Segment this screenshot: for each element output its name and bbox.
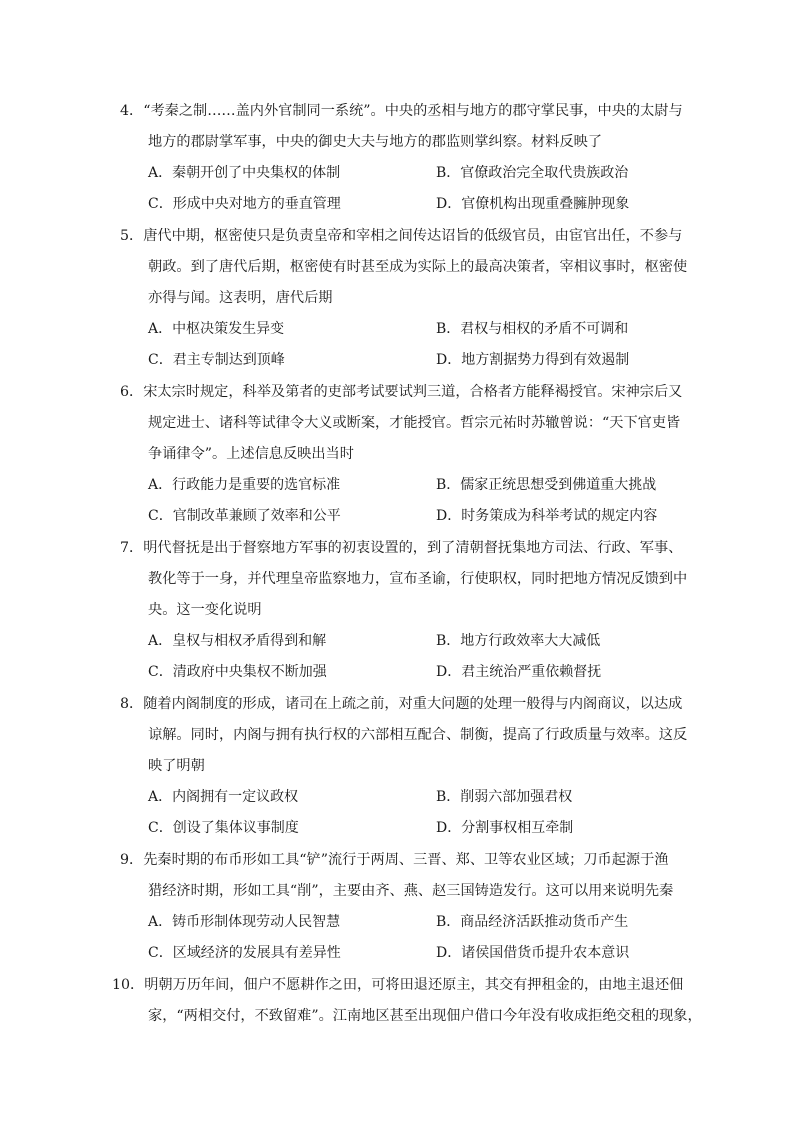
q6-stem-line-1: 6．宋太宗时规定，科举及第者的吏部考试要试判三道，合格者方能释褐授官。宋神宗后又 bbox=[120, 384, 683, 400]
q5-stem-line-2: 朝政。到了唐代后期，枢密使有时甚至成为实际上的最高决策者，宰相议事时，枢密使 bbox=[148, 259, 688, 275]
q8-stem-line-3: 映了明朝 bbox=[148, 758, 205, 774]
q5-option-b: B．君权与相权的矛盾不可调和 bbox=[436, 321, 629, 337]
q5-option-a: A．中枢决策发生异变 bbox=[148, 321, 285, 337]
q7-option-d: D．君主统治严重依赖督抚 bbox=[436, 664, 602, 680]
q4-stem-line-1: 4．“考秦之制……盖内外官制同一系统”。中央的丞相与地方的郡守掌民事，中央的太尉与 bbox=[120, 103, 683, 119]
q8-option-a: A．内阁拥有一定议政权 bbox=[148, 789, 299, 805]
q8-option-b: B．削弱六部加强君权 bbox=[436, 789, 573, 805]
q8-option-c: C．创设了集体议事制度 bbox=[148, 820, 299, 836]
q4-option-a: A．秦朝开创了中央集权的体制 bbox=[148, 165, 341, 181]
q9-option-a: A．铸币形制体现劳动人民智慧 bbox=[148, 914, 341, 930]
q5-option-c: C．君主专制达到顶峰 bbox=[148, 352, 285, 368]
q7-option-a: A．皇权与相权矛盾得到和解 bbox=[148, 633, 327, 649]
q7-option-b: B．地方行政效率大大减低 bbox=[436, 633, 601, 649]
q10-stem-line-1: 10．明朝万历年间，佃户不愿耕作之田，可将田退还原主，其交有押租金的，由地主退还佃 bbox=[112, 977, 684, 993]
q5-stem-line-3: 亦得与闻。这表明，唐代后期 bbox=[148, 290, 333, 306]
q9-stem-line-1: 9．先秦时期的布币形如工具“铲”流行于两周、三晋、郑、卫等农业区域；刀币起源于渔 bbox=[120, 852, 669, 868]
q7-stem-line-2: 教化等于一身，并代理皇帝监察地力，宣布圣谕，行使职权，同时把地方情况反馈到中 bbox=[148, 571, 688, 587]
q4-option-c: C．形成中央对地方的垂直管理 bbox=[148, 196, 341, 212]
q6-option-c: C．官制改革兼顾了效率和公平 bbox=[148, 508, 341, 524]
q4-option-b: B．官僚政治完全取代贵族政治 bbox=[436, 165, 629, 181]
q6-option-b: B．儒家正统思想受到佛道重大挑战 bbox=[436, 477, 657, 493]
q6-option-a: A．行政能力是重要的选官标准 bbox=[148, 477, 341, 493]
q7-stem-line-1: 7．明代督抚是出于督察地方军事的初衷设置的，到了清朝督抚集地方司法、行政、军事、 bbox=[120, 540, 683, 556]
q10-stem-line-2: 家，“两相交付，不致留难”。江南地区甚至出现佃户借口今年没有收成拒绝交租的现象， bbox=[148, 1008, 702, 1024]
q9-option-c: C．区域经济的发展具有差异性 bbox=[148, 945, 341, 961]
q8-option-d: D．分割事权相互牵制 bbox=[436, 820, 574, 836]
q8-stem-line-2: 谅解。同时，内阁与拥有执行权的六部相互配合、制衡，提高了行政质量与效率。这反 bbox=[148, 727, 688, 743]
q5-option-d: D．地方割据势力得到有效遏制 bbox=[436, 352, 630, 368]
q5-stem-line-1: 5．唐代中期，枢密使只是负责皇帝和宰相之间传达诏旨的低级官员，由宦官出任，不参与 bbox=[120, 228, 683, 244]
q6-option-d: D．时务策成为科举考试的规定内容 bbox=[436, 508, 658, 524]
q6-stem-line-3: 争诵律令”。上述信息反映出当时 bbox=[148, 446, 354, 462]
q7-option-c: C．清政府中央集权不断加强 bbox=[148, 664, 327, 680]
q6-stem-line-2: 规定进士、诸科等试律令大义或断案，才能授官。哲宗元祐时苏辙曾说：“天下官吏皆 bbox=[148, 415, 681, 431]
q7-stem-line-3: 央。这一变化说明 bbox=[148, 602, 262, 618]
q8-stem-line-1: 8．随着内阁制度的形成，诸司在上疏之前，对重大问题的处理一般得与内阁商议，以达成 bbox=[120, 696, 683, 712]
q4-stem-line-2: 地方的郡尉掌军事，中央的御史大夫与地方的郡监则掌纠察。材料反映了 bbox=[148, 134, 603, 150]
q9-option-b: B．商品经济活跃推动货币产生 bbox=[436, 914, 629, 930]
q9-option-d: D．诸侯国借货币提升农本意识 bbox=[436, 945, 630, 961]
q9-stem-line-2: 猎经济时期，形如工具“削”，主要由齐、燕、赵三国铸造发行。这可以用来说明先秦 bbox=[148, 883, 674, 899]
q4-option-d: D．官僚机构出现重叠臃肿现象 bbox=[436, 196, 630, 212]
